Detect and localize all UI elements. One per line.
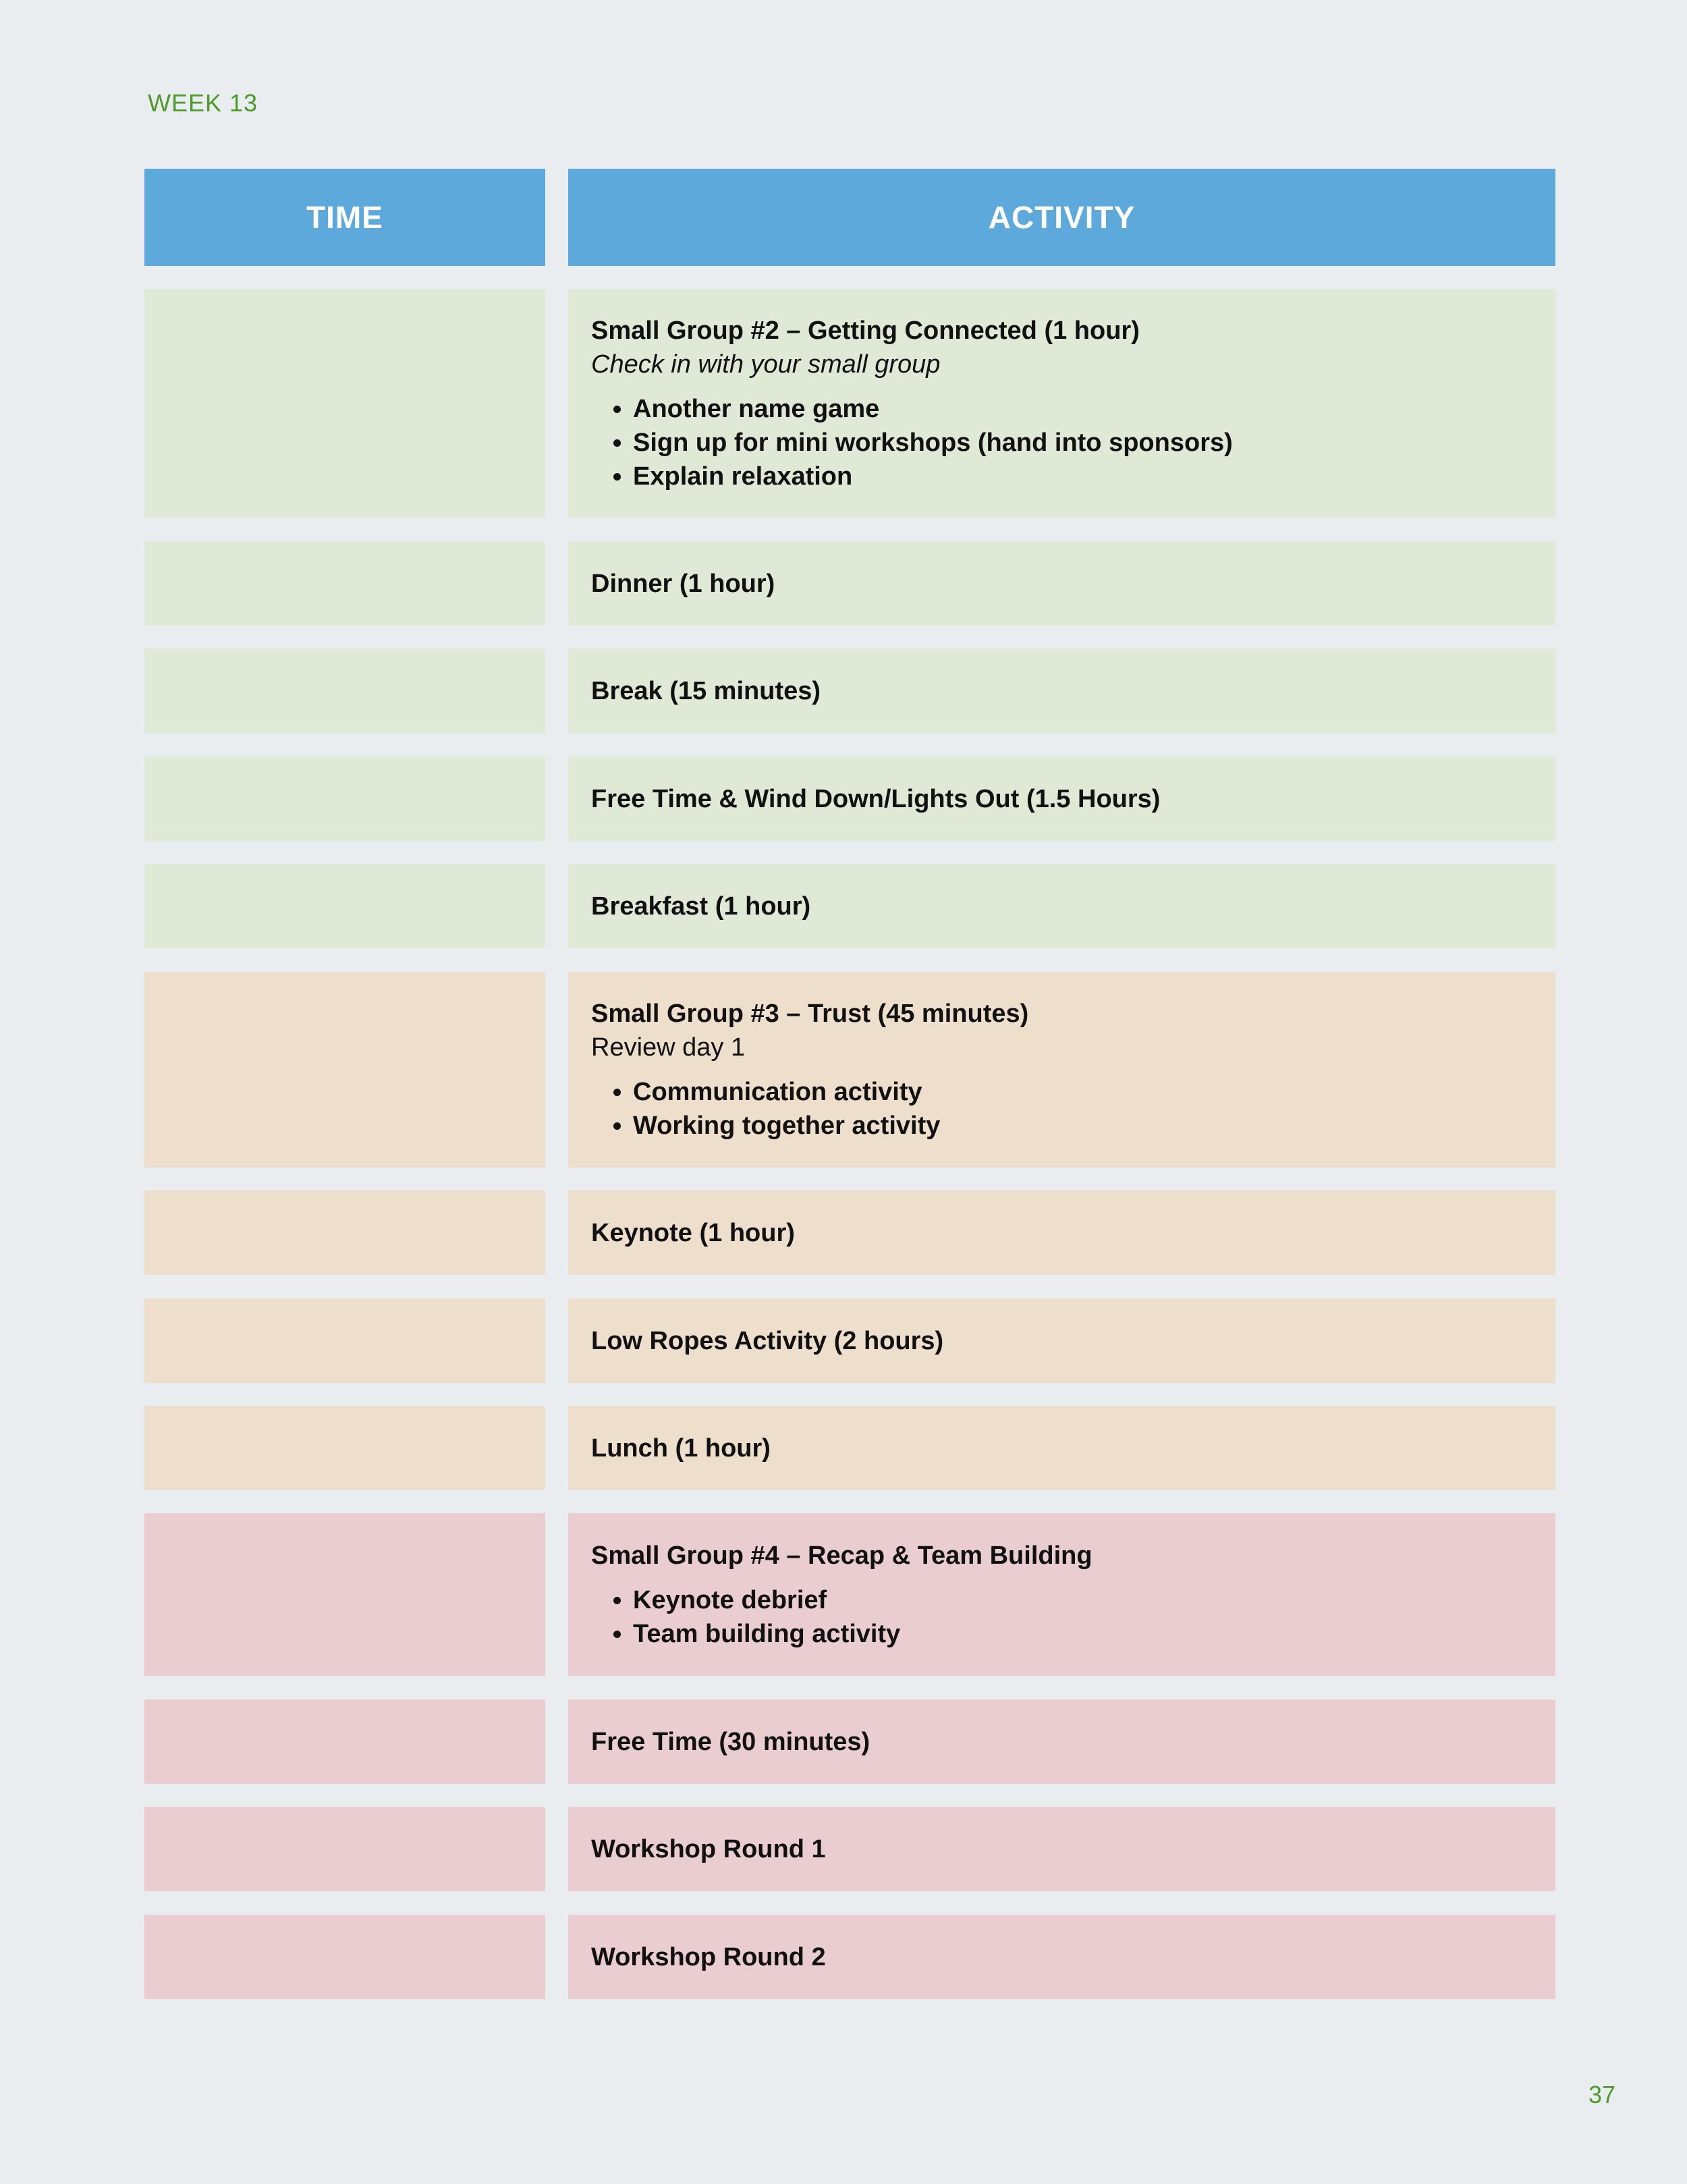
schedule-row — [144, 1406, 1555, 1490]
time-cell — [144, 972, 545, 1168]
time-cell — [144, 1915, 545, 1999]
time-cell — [144, 1807, 545, 1891]
schedule-row — [144, 290, 1555, 518]
schedule-row — [144, 864, 1555, 948]
schedule-row — [144, 541, 1555, 626]
week-label: WEEK 13 — [148, 89, 258, 117]
activity-cell — [568, 541, 1555, 626]
page-number: 37 — [1588, 2081, 1615, 2108]
activity-title: Workshop Round 2 — [591, 1942, 826, 1971]
table-header — [144, 169, 1555, 266]
time-cell — [144, 1513, 545, 1676]
bullet-item: • Another name game — [633, 392, 1532, 426]
schedule-row — [144, 1699, 1555, 1784]
bullet-item: • Keynote debrief — [633, 1583, 1532, 1617]
schedule-row — [144, 1807, 1555, 1891]
activity-cell — [568, 290, 1555, 518]
schedule-row — [144, 972, 1555, 1168]
time-cell — [144, 1191, 545, 1275]
activity-title: Workshop Round 1 — [591, 1834, 826, 1863]
activity-title: Keynote (1 hour) — [591, 1218, 795, 1247]
activity-title: Low Ropes Activity (2 hours) — [591, 1326, 944, 1355]
bullet-item: • Communication activity — [633, 1075, 1532, 1109]
activity-subtitle: Check in with your small group — [591, 350, 941, 379]
schedule-row — [144, 1299, 1555, 1383]
bullet-item: • Working together activity — [633, 1109, 1532, 1143]
activity-title: Lunch (1 hour) — [591, 1434, 771, 1463]
schedule-row — [144, 1915, 1555, 1999]
activity-cell — [568, 1513, 1555, 1676]
activity-title: Break (15 minutes) — [591, 676, 821, 705]
activity-cell — [568, 1299, 1555, 1383]
activity-cell — [568, 1191, 1555, 1275]
activity-bullets — [591, 1583, 1532, 1651]
time-cell — [144, 1406, 545, 1490]
time-cell — [144, 1299, 545, 1383]
activity-cell — [568, 972, 1555, 1168]
time-cell — [144, 864, 545, 948]
activity-title: Small Group #4 – Recap & Team Building — [591, 1541, 1093, 1570]
bullet-item: • Explain relaxation — [633, 460, 1532, 493]
time-cell — [144, 757, 545, 841]
schedule-row — [144, 1513, 1555, 1676]
activity-title: Free Time (30 minutes) — [591, 1727, 870, 1756]
time-cell — [144, 541, 545, 626]
time-cell — [144, 1699, 545, 1784]
schedule-row — [144, 1191, 1555, 1275]
time-column-header: TIME — [144, 169, 545, 266]
time-cell — [144, 290, 545, 518]
activity-title: Small Group #3 – Trust (45 minutes) — [591, 1000, 1029, 1028]
activity-title: Free Time & Wind Down/Lights Out (1.5 Hours) — [591, 784, 1161, 813]
activity-cell — [568, 757, 1555, 841]
bullet-item: • Team building activity — [633, 1617, 1532, 1651]
activity-cell — [568, 1915, 1555, 1999]
activity-cell — [568, 1807, 1555, 1891]
activity-bullets — [591, 1075, 1532, 1143]
activity-title: Dinner (1 hour) — [591, 569, 775, 598]
activity-column-header: ACTIVITY — [568, 169, 1555, 266]
activity-bullets — [591, 392, 1532, 493]
activity-cell — [568, 649, 1555, 733]
time-cell — [144, 649, 545, 733]
bullet-item: • Sign up for mini workshops (hand into sponsors) — [633, 426, 1532, 460]
schedule-row — [144, 649, 1555, 733]
activity-cell — [568, 1406, 1555, 1490]
schedule-row — [144, 757, 1555, 841]
activity-title: Breakfast (1 hour) — [591, 892, 811, 921]
activity-cell — [568, 864, 1555, 948]
activity-cell — [568, 1699, 1555, 1784]
activity-subtitle: Review day 1 — [591, 1033, 746, 1062]
activity-title: Small Group #2 – Getting Connected (1 hour) — [591, 317, 1140, 345]
